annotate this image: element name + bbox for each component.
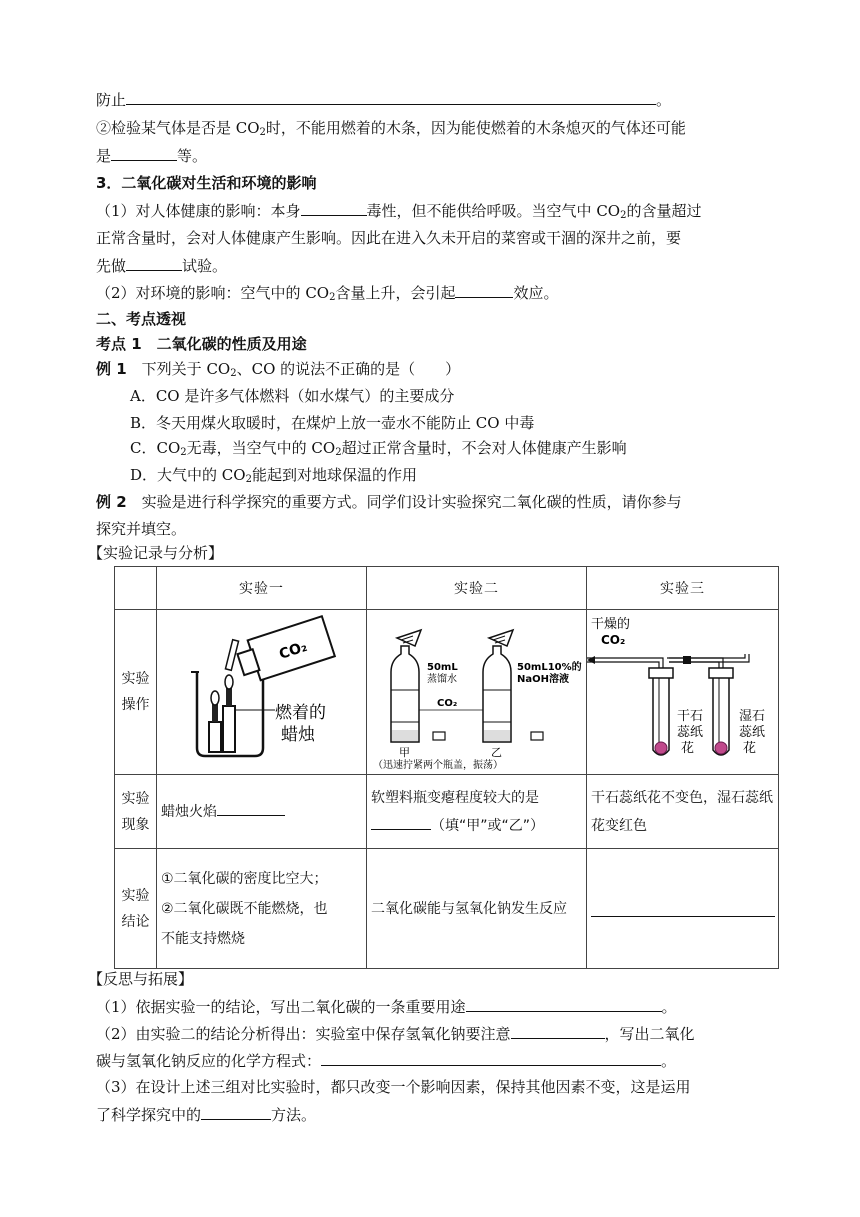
conclusion-exp3 (587, 849, 779, 969)
experiment-table (114, 566, 779, 969)
figure-exp2 (367, 610, 587, 775)
text-line-prevent: 防止 。 (96, 88, 671, 111)
reflect-q2: （2）由实验二的结论分析得出：实验室中保存氢氧化钠要注意 ，写出二氧化 (96, 1022, 695, 1045)
co2-bottle-label: CO₂ (277, 638, 310, 663)
text-line-other-gas: 是 等。 (96, 144, 207, 167)
example-2: 例 2 实验是进行科学探究的重要方式。同学们设计实验探究二氧化碳的性质，请你参与 (96, 493, 682, 511)
answer-blank[interactable] (111, 144, 177, 161)
dry-flower-label-1: 干石 (677, 709, 704, 724)
header-exp2: 实验二 (367, 567, 587, 610)
answer-blank[interactable] (321, 1049, 661, 1066)
answer-blank[interactable] (591, 900, 775, 917)
record-heading: 【实验记录与分析】 (88, 544, 224, 562)
co2-mid-label: CO₂ (437, 698, 458, 709)
option-c: C．$CO_2$无毒，当空气中的 $CO_2$超过正常含量时，不会对人体健康产生影响 (130, 439, 627, 458)
conclusion-exp2: 二氧化碳能与氢氧化钠发生反应 (367, 849, 587, 969)
row-label-phenomenon: 实验 现象 (115, 775, 157, 849)
figure-exp3 (587, 610, 779, 775)
wet-flower-label-1: 湿石 (739, 709, 766, 724)
wet-flower-label-2: 蕊纸 (739, 725, 766, 740)
dry-co2-label-2: CO₂ (601, 633, 626, 647)
reflect-q1: （1）依据实验一的结论，写出二氧化碳的一条重要用途 。 (96, 995, 677, 1018)
answer-blank[interactable] (126, 88, 656, 105)
section-heading-two: 二、考点透视 (96, 310, 187, 328)
reflect-q2-cont: 碳与氢氧化钠反应的化学方程式： 。 (96, 1049, 676, 1072)
candle-beaker-figure (157, 610, 367, 770)
kaodian-heading: 考点 1 二氧化碳的性质及用途 (96, 335, 307, 353)
phenomenon-exp1: 蜡烛火焰 (157, 775, 367, 849)
option-a: A．CO 是许多气体燃料（如水煤气）的主要成分 (130, 387, 455, 405)
reflect-q3-cont: 了科学探究中的 方法。 (96, 1103, 316, 1126)
text-line-health: （1）对人体健康的影响：本身 毒性，但不能供给呼吸。当空气中 $CO_2$的含量超过 (96, 199, 701, 227)
answer-blank[interactable] (455, 281, 513, 298)
naoh-label: NaOH溶液 (517, 674, 569, 685)
answer-blank[interactable] (126, 254, 182, 271)
dry-co2-label-1: 干燥的 (591, 617, 631, 632)
answer-blank[interactable] (201, 1103, 271, 1120)
option-d: D．大气中的 $CO_2$能起到对地球保温的作用 (130, 466, 417, 485)
conclusion-exp1: ①二氧化碳的密度比空大； ②二氧化碳既不能燃烧，也 不能支持燃烧 (157, 849, 367, 969)
dry-flower-label-3: 花 (681, 741, 695, 756)
example-1: 例 1 下列关于 $CO_2$、CO 的说法不正确的是（ ） (96, 360, 461, 379)
answer-blank[interactable] (301, 199, 367, 216)
row-label-conclusion: 实验 结论 (115, 849, 157, 969)
bottle-jia-label: 甲 (399, 746, 410, 759)
candle-label-2: 蜡烛 (281, 725, 315, 745)
naoh-volume-label: 50mL10%的 (517, 662, 582, 673)
row-label-operation: 实验 操作 (115, 610, 157, 775)
answer-blank[interactable] (371, 813, 431, 830)
table-corner (115, 567, 157, 610)
bottle-yi-label: 乙 (491, 746, 502, 759)
phenomenon-exp2: 软塑料瓶变瘪程度较大的是 （填“甲”或“乙”） (367, 775, 587, 849)
bottles-figure (367, 610, 587, 770)
figure-exp1 (157, 610, 367, 775)
answer-blank[interactable] (466, 995, 662, 1012)
water-label: 蒸馏水 (427, 674, 457, 685)
text-line-health-2: 正常含量时，会对人体健康产生影响。因此在进入久未开启的菜窖或干涸的深井之前，要 (96, 229, 682, 247)
phenomenon-exp3: 干石蕊纸花不变色，湿石蕊纸花变红色 (587, 775, 779, 849)
example-2-cont: 探究并填空。 (96, 520, 187, 538)
section-heading-3: 3．二氧化碳对生活和环境的影响 (96, 174, 317, 192)
header-exp1: 实验一 (157, 567, 367, 610)
text-line-health-3: 先做 试验。 (96, 254, 227, 277)
text-line-environment: （2）对环境的影响：空气中的 $CO_2$含量上升，会引起 效应。 (96, 281, 559, 309)
reflect-heading: 【反思与拓展】 (88, 970, 194, 988)
option-b: B．冬天用煤火取暖时，在煤炉上放一壶水不能防止 CO 中毒 (130, 414, 535, 432)
header-exp3: 实验三 (587, 567, 779, 610)
reflect-q3: （3）在设计上述三组对比实验时，都只改变一个影响因素，保持其他因素不变，这是运用 (96, 1078, 691, 1096)
water-volume-label: 50mL (427, 662, 458, 673)
litmus-flower-figure (587, 610, 779, 770)
text-line-test-co2: ②检验某气体是否是 $CO_2$时，不能用燃着的木条，因为能使燃着的木条熄灭的气体还可能 (96, 119, 686, 138)
answer-blank[interactable] (217, 799, 285, 816)
candle-label-1: 燃着的 (275, 703, 326, 723)
answer-blank[interactable] (511, 1022, 605, 1039)
dry-flower-label-2: 蕊纸 (677, 725, 704, 740)
bottles-caption: （迅速拧紧两个瓶盖，振荡） (373, 760, 503, 770)
wet-flower-label-3: 花 (743, 741, 757, 756)
